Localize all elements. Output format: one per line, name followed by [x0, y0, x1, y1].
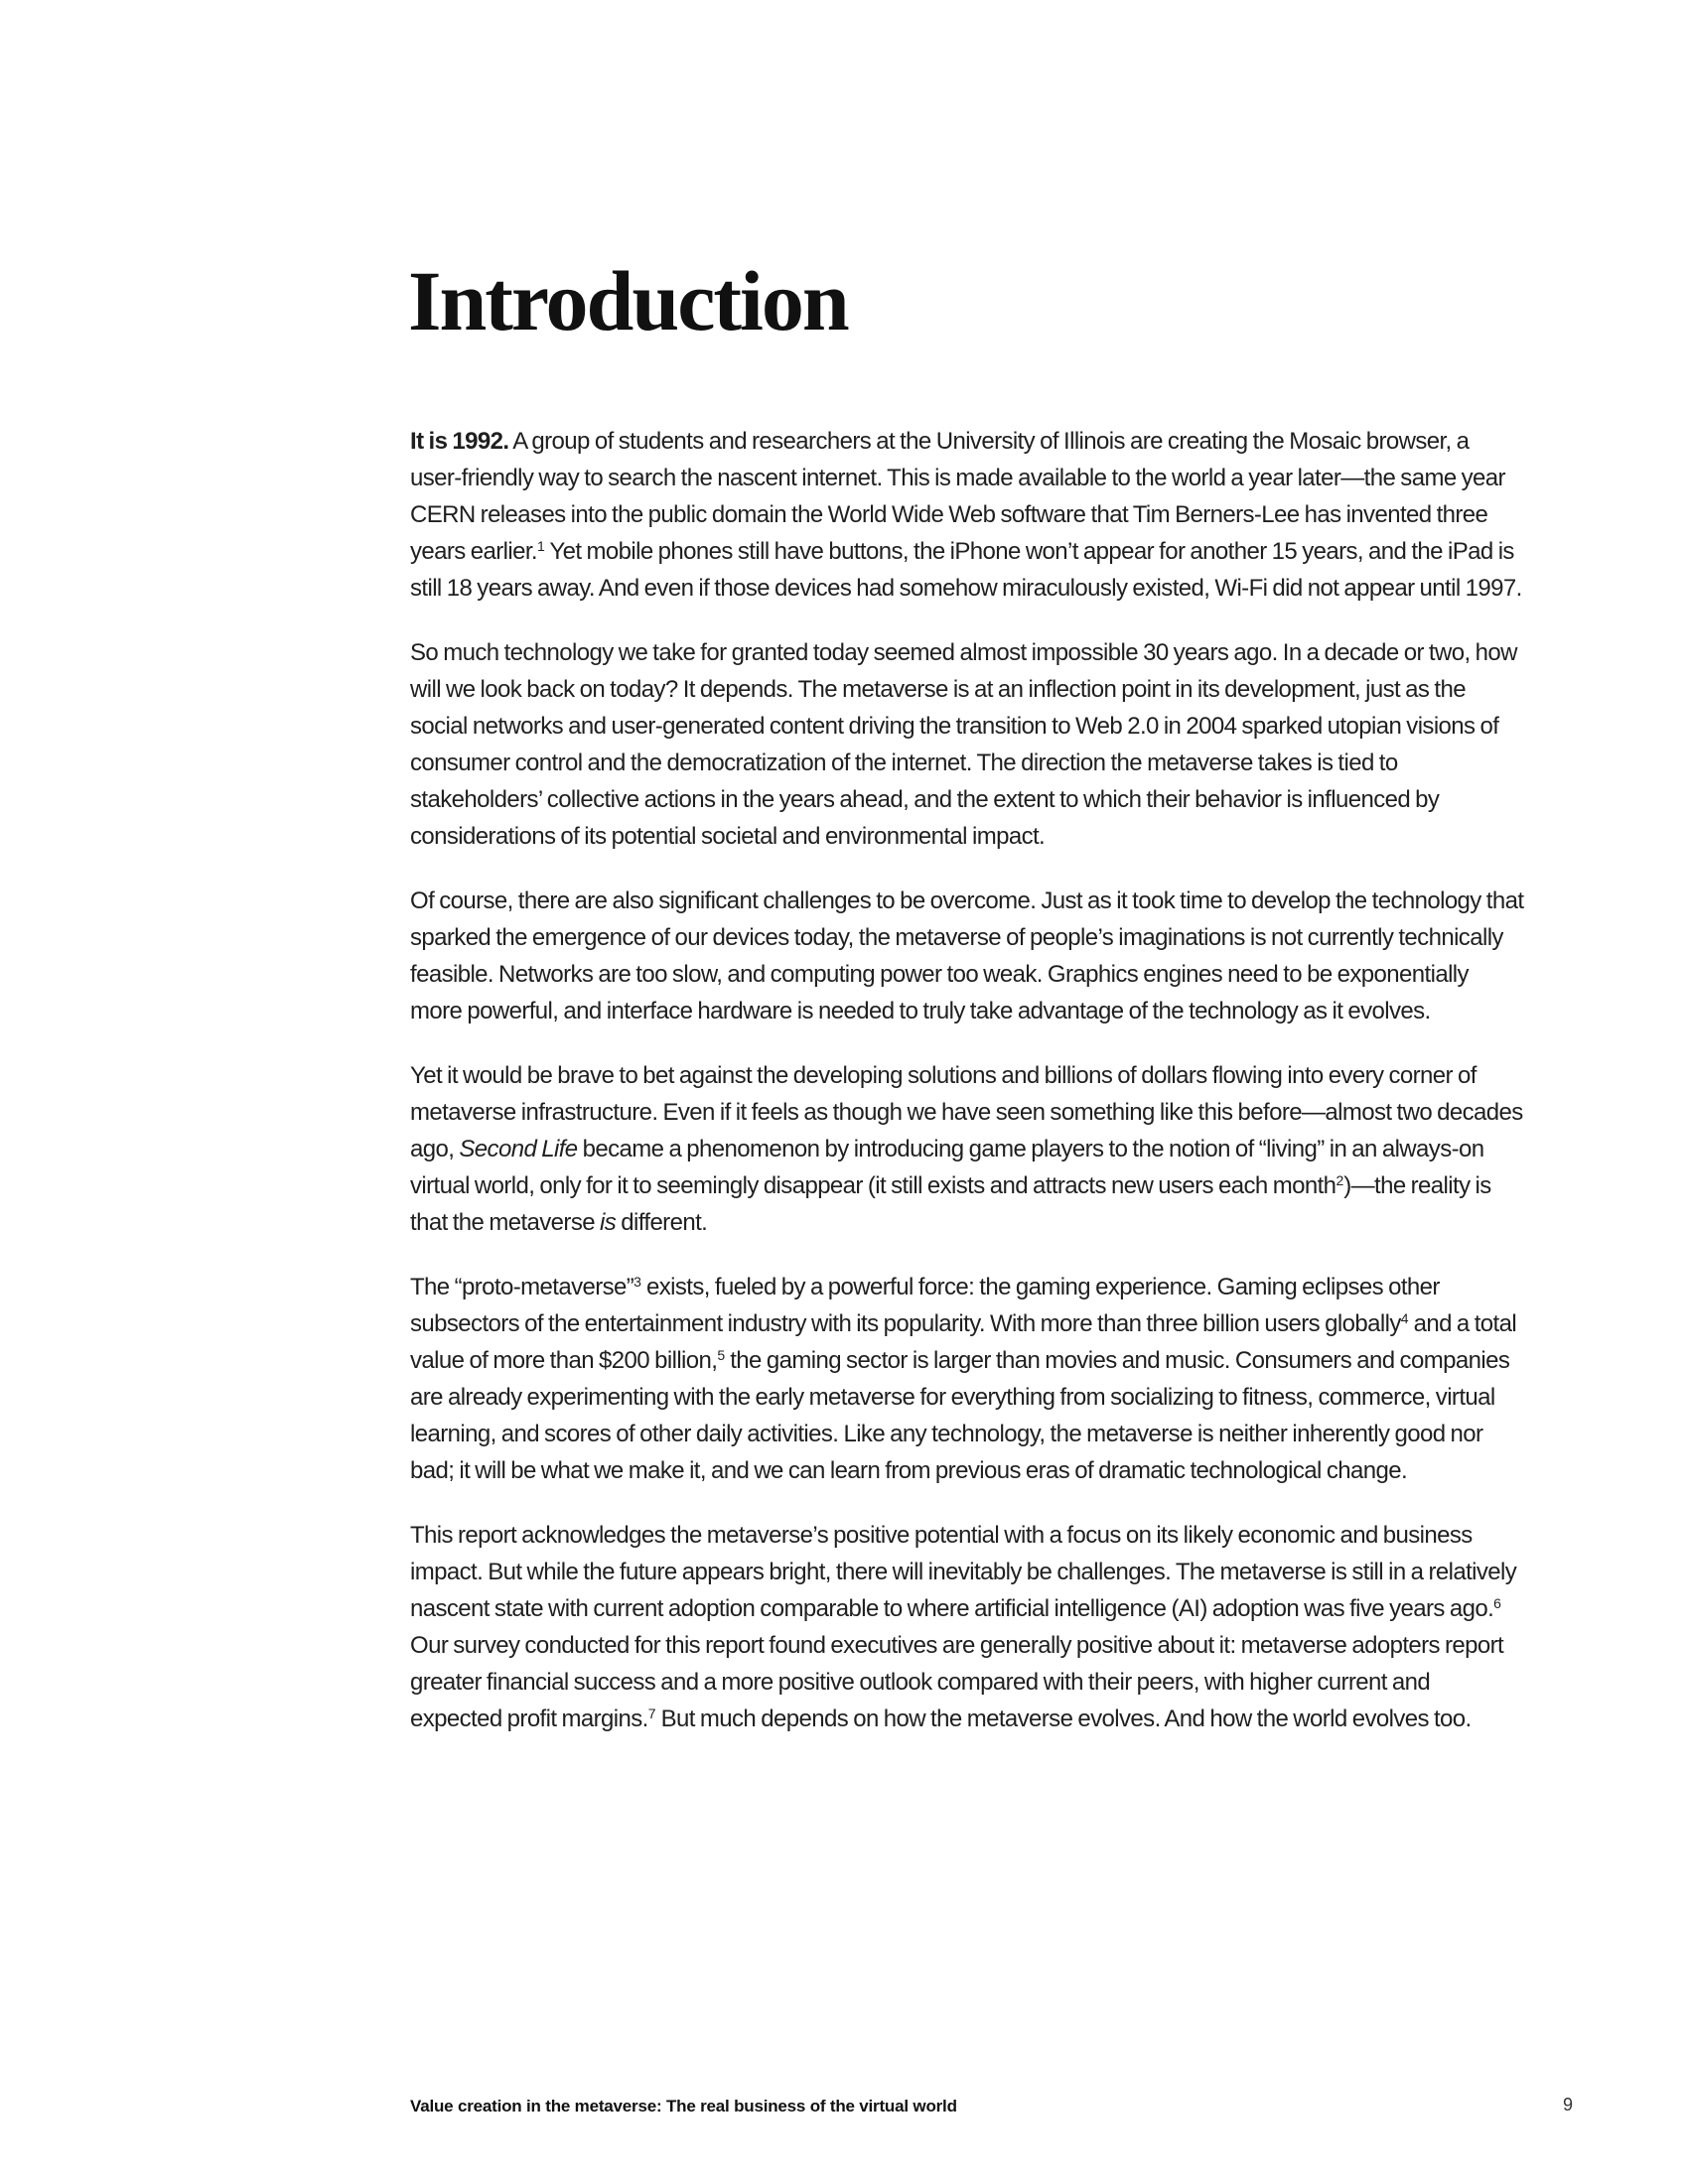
paragraph	[410, 1269, 1524, 1489]
page-title: Introduction	[408, 252, 848, 348]
text-run: Second Life	[459, 1136, 578, 1162]
text-run: and a total value of more than $200 billion,	[410, 1310, 1517, 1374]
footnote-marker: 3	[633, 1274, 641, 1291]
text-run: This report acknowledges the metaverse’s positive potential with a focus on its likely economic and business impact. But while the future appears bright, there will inevitably be challenges. The metaverse is still in a relatively nascent state with current adoption comparable to where artificial intelligence (AI) adoption was five years ago.	[410, 1522, 1517, 1622]
footnote-marker: 2	[1336, 1172, 1344, 1189]
text-run: Yet mobile phones still have buttons, the iPhone won’t appear for another 15 years, and the iPad is still 18 years away. And even if those devices had somehow miraculously existed, Wi-Fi did not appear until 1997.	[410, 538, 1522, 602]
footnote-marker: 5	[717, 1347, 726, 1364]
footnote-marker: 4	[1400, 1310, 1409, 1327]
text-run: The “proto-metaverse”	[410, 1274, 634, 1300]
text-run: exists, fueled by a powerful force: the gaming experience. Gaming eclipses other subsectors of the entertainment industry with its popularity. With more than three billion users globally	[410, 1274, 1440, 1337]
text-run: is	[600, 1209, 617, 1236]
text-run: different.	[616, 1209, 708, 1236]
text-run: Our survey conducted for this report found executives are generally positive about it: metaverse adopters report greater financial success and a more positive outlook compared with their peers, with higher current and expected profit margins.	[410, 1632, 1504, 1732]
text-run: But much depends on how the metaverse evolves. And how the world evolves too.	[655, 1706, 1472, 1732]
paragraph	[410, 883, 1524, 1029]
text-run: So much technology we take for granted today seemed almost impossible 30 years ago. In a decade or two, how will we look back on today? It depends. The metaverse is at an inflection point in its development, just as the social networks and user-generated content driving the transition to Web 2.0 in 2004 sparked utopian visions of consumer control and the democratization of the internet. The direction the metaverse takes is tied to stakeholders’ collective actions in the years ahead, and the extent to which their behavior is influenced by considerations of its potential societal and environmental impact.	[410, 639, 1517, 850]
text-run: It is 1992.	[410, 428, 509, 455]
page-number: 9	[1563, 2095, 1574, 2115]
text-run: Yet it would be brave to bet against the developing solutions and billions of dollars flowing into every corner of metaverse infrastructure. Even if it feels as though we have seen something like this before—almost two decades ago,	[410, 1062, 1523, 1162]
footnote-marker: 7	[647, 1706, 656, 1722]
paragraph	[410, 1517, 1524, 1737]
footnote-marker: 6	[1493, 1595, 1501, 1612]
body-text-column	[410, 423, 1524, 1765]
footer-report-title: Value creation in the metaverse: The real business of the virtual world	[410, 2097, 957, 2116]
text-run: A group of students and researchers at the University of Illinois are creating the Mosaic browser, a user-friendly way to search the nascent internet. This is made available to the world a year later—the same year CERN releases into the public domain the World Wide Web software that Tim Berners-Lee has invented three years earlier.	[410, 428, 1505, 565]
paragraph	[410, 634, 1524, 855]
text-run: )—the reality is that the metaverse	[410, 1172, 1491, 1236]
text-run: Of course, there are also significant challenges to be overcome. Just as it took time to develop the technology that sparked the emergence of our devices today, the metaverse of people’s imaginations is not currently technically feasible. Networks are too slow, and computing power too weak. Graphics engines need to be exponentially more powerful, and interface hardware is needed to truly take advantage of the technology as it evolves.	[410, 887, 1524, 1024]
text-run: became a phenomenon by introducing game players to the notion of “living” in an always-on virtual world, only for it to seemingly disappear (it still exists and attracts new users each month	[410, 1136, 1484, 1199]
paragraph	[410, 1057, 1524, 1241]
text-run: the gaming sector is larger than movies and music. Consumers and companies are already experimenting with the early metaverse for everything from socializing to fitness, commerce, virtual learning, and scores of other daily activities. Like any technology, the metaverse is neither inherently good nor bad; it will be what we make it, and we can learn from previous eras of dramatic technological change.	[410, 1347, 1510, 1484]
paragraph	[410, 423, 1524, 607]
footnote-marker: 1	[537, 538, 545, 555]
